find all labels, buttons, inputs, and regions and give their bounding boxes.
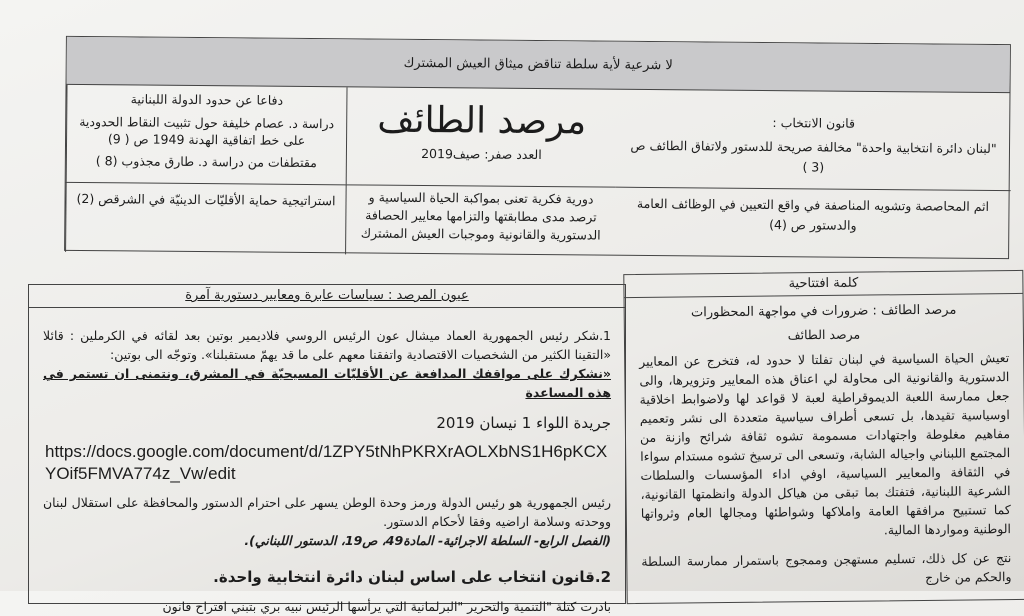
observatory-section <box>28 284 626 614</box>
cell-title <box>346 87 617 186</box>
cell-quota: اثم المحاصصة وتشويه المناصفة في واقع التعيين في الوظائف العامة والدستور ص (4) <box>615 187 1011 260</box>
item1-url-link[interactable]: https://docs.google.com/document/d/1ZPY5tNhPKRXrAOLXbNS1H6pKCXYOif5FMVA774z_Vw/edit <box>45 442 608 483</box>
publication-title: مرصد الطائف <box>377 99 587 143</box>
item1-text: 1.شكر رئيس الجمهورية العماد ميشال عون الرئيس الروسي فلاديمير بوتين بعد لقائه في الكرملين : قائلا «التقينا الكثير من الشخصيات الاقتصادية واتفقنا معهم على ما قد يهمّ مستقبلنا». وتوجّه الى بوتين: <box>43 328 611 362</box>
item2-title: 2.قانون انتخاب على اساس لبنان دائرة انتخابية واحدة. <box>213 568 611 586</box>
item1-quote-text: «نشكرك على مواقفك المدافعة عن الأقليّات المسيحيّة في المشرق، ونتمنى ان تستمر في هذه المساعدة <box>43 366 611 400</box>
election-law-text: "لبنان دائرة انتخابية واحدة" مخالفة صريحة للدستور ولاتفاق الطائف ص (3 ) <box>630 137 997 175</box>
borders-heading: دفاعا عن حدود الدولة اللبنانية <box>130 91 284 108</box>
observatory-heading <box>29 285 625 308</box>
borders-excerpts: مقتطفات من دراسة د. طارق مجذوب (8 ) <box>95 153 317 171</box>
editorial-subtitle: مرصد الطائف : ضرورات في مواجهة المحظورات <box>690 302 957 321</box>
editorial-author: مرصد الطائف <box>787 326 861 343</box>
cell-borders <box>66 85 347 184</box>
borders-study: دراسة د. عصام خليفة حول تثبيت النقاط الحدودية على خط اتفاقية الهدنة 1949 ص ( 9) <box>79 114 335 148</box>
cell-description: دورية فكرية تعنى بمواكبة الحياة السياسية و ترصد مدى مطابقتها والتزامها معايير الحصافة الدستورية والقانونية وموجبات العيش المشترك <box>345 184 616 256</box>
masthead-banner: لا شرعية لأية سلطة تناقض ميثاق العيش المشترك <box>67 37 1010 93</box>
masthead-table <box>64 36 1011 259</box>
observatory-heading-text: عيون المرصد : سياسات عابرة ومعايير دستورية آمرة <box>185 288 469 303</box>
item1-source: جريدة اللواء 1 نيسان 2019 <box>436 414 611 432</box>
editorial-body-2: نتج عن كل ذلك، تسليم مستهجن وممجوج باستمرار ممارسة السلطة والحكم من خارج <box>641 550 1012 585</box>
cell-minorities: استراتيجية حماية الأقليّات الدينيّة في الشرقص (2) <box>65 182 346 254</box>
editorial-body: تعيش الحياة السياسية في لبنان تفلتا لا حدود له، فتخرج عن المعايير الدستورية والقانونية الى محاولة لي اعناق هذه المعايير وتزويرها، والى جعل ممارسة اللعبة الديموقراطية لعبة لا قواعد لها ولاضوابط اخلاقية اوسياسية تقيدها، بل تسعى أطراف سياسية متعددة الى نشر وتعميم مفاهيم مغلوطة واجتهادات مسمومة تشوه ثقافة شرائح وازنة من المجتمع اللبناني واجياله الشابة، وتسعى الى ترسيخ تشوه مستدام سواءا في الثقافة والمعايير السياسية، اوفي اداء المؤسسات والسلطات الشرعية اللبنانية، فتفتك بما تبقى من هياكل الدولة وانظمتها القانونية، كما تستبيح مرافقها العامة واملاكها وشواطئها ومجالها العام وثرواتها الوطنية ومواردها المالية. <box>639 350 1012 538</box>
editorial-section <box>623 270 1024 604</box>
item2-text: بادرت كتلة "التنمية والتحرير "البرلمانية التي يرأسها الرئيس نبيه بري بتبني اقتراح قانون <box>162 599 611 614</box>
election-law-heading: قانون الانتخاب : <box>772 115 856 131</box>
cell-election-law <box>616 90 1012 190</box>
constitution-text: رئيس الجمهورية هو رئيس الدولة ورمز وحدة الوطن يسهر على احترام الدستور والمحافظة على استقلال لبنان ووحدته وسلامة اراضيه وفقا لأحكام الدستور. <box>43 495 611 529</box>
editorial-heading: كلمة افتتاحية <box>624 271 1022 298</box>
constitution-ref: (الفصل الرابع- السلطة الاجرائية- المادة49، ص19، الدستور اللبناني). <box>244 533 611 548</box>
item1-quote <box>29 364 625 402</box>
issue-label: العدد صفر: صيف2019 <box>421 145 542 163</box>
